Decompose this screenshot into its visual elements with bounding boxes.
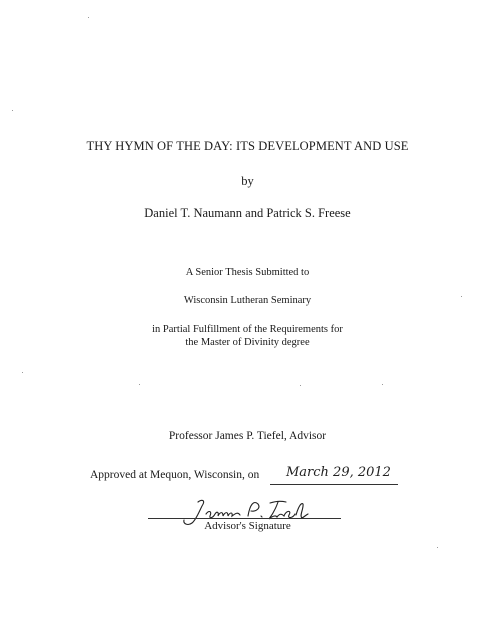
advisor-name: Professor James P. Tiefel, Advisor [168, 430, 327, 442]
submission-line-1: A Senior Thesis Submitted to [185, 267, 310, 278]
date-underline [270, 484, 398, 485]
signature-underline [148, 518, 341, 519]
handwritten-date: March 29, 2012 [286, 465, 391, 480]
submission-line-4: the Master of Divinity degree [185, 337, 310, 348]
submission-line-2: Wisconsin Lutheran Seminary [183, 295, 312, 306]
signature-caption: Advisor's Signature [204, 520, 291, 532]
authors: Daniel T. Naumann and Patrick S. Freese [144, 206, 351, 220]
approved-label: Approved at Mequon, Wisconsin, on [90, 469, 260, 481]
submission-line-3: in Partial Fulfillment of the Requirements for [152, 324, 343, 335]
by-line: by [241, 174, 254, 188]
thesis-title: THY HYMN OF THE DAY: ITS DEVELOPMENT AND USE [86, 139, 409, 153]
